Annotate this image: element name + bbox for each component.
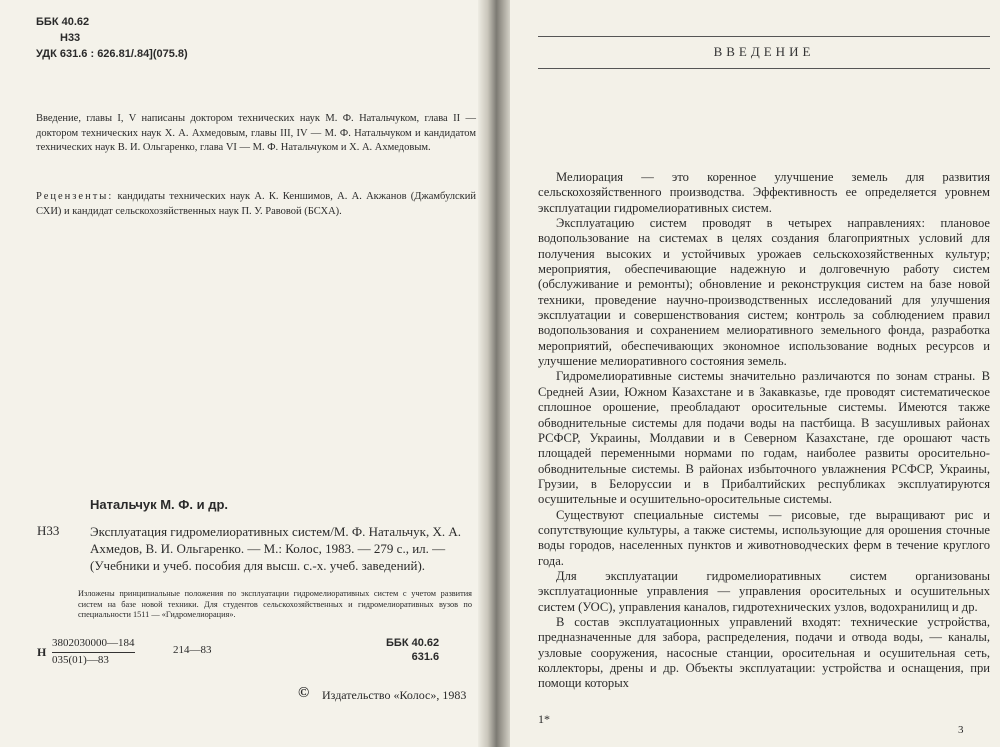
paragraph: Существуют специальные системы — рисовые, где выращивают рис и сопутствующие культуры, а также системы, использующие для орошения сточные воды городов, населенных пунктов и животноводческих ферм в течение круглого года.: [538, 507, 990, 568]
title-rule-bottom: [538, 68, 990, 69]
body-text: [538, 170, 990, 692]
copyright-text: Издательство «Колос», 1983: [322, 688, 467, 702]
title-rule-top: [538, 36, 990, 37]
udk-code: УДК 631.6 : 626.81/.84](075.8): [36, 48, 188, 60]
authors-note: Введение, главы I, V написаны доктором технических наук М. Ф. Натальчуком, глава II — доктором технических наук Х. А. Ахмедовым, главы III, IV — М. Ф. Натальчуком и кандидатом технических наук В. И. Ольгаренко, глава VI — М. Ф. Натальчуком и Х. А. Ахмедовым.: [36, 113, 476, 154]
paragraph: Эксплуатацию систем проводят в четырех направлениях: плановое водопользование на системах в целях создания благоприятных условий для получения высоких и устойчивых урожаев сельскохозяйственных культур; мероприятия, обеспечивающие надежную и долговечную работу систем (обслуживание и ремонты); обновление и реконструкция систем на базе новой техники, проведение научно-производственных исследований для улучшения эксплуатации и совершенствования систем; контроль за соблюдением правил водопользования и сохранением мелиоративного земельного фонда, разработка мероприятий, обеспечивающих экономное использование водных ресурсов и улучшение мелиоративного состояния земель.: [538, 216, 990, 369]
paragraph: В состав эксплуатационных управлений входят: технические устройства, предназначенные для забора, распределения, подачи и отвода воды, — каналы, узловые сооружения, насосные станции, оросительная и осушительная сеть, коллекторы, дрены и др. Объекты эксплуатации: устройства и оснащения, при помощи которых: [538, 614, 990, 691]
paragraph: Мелиорация — это коренное улучшение земель для развития сельскохозяйственного производства. Эффективность ее определяется уровнем эксплуатации гидромелиоративных систем.: [538, 170, 990, 215]
bbk-bottom-udk: 631.6: [411, 651, 440, 663]
index-code: Н33: [60, 32, 81, 44]
signature-mark: 1*: [538, 712, 550, 726]
copyright-icon: ©: [298, 685, 310, 701]
catalog-author: Натальчук М. Ф. и др.: [90, 497, 228, 512]
isbn-fraction: [52, 636, 135, 668]
right-page: [510, 0, 1000, 747]
bbk-bottom: [386, 636, 439, 664]
catalog-index: Н33: [37, 523, 60, 538]
reviewers-text: кандидаты технических наук А. К. Кеншимов, А. А. Акжанов (Джамбулский СХИ) и кандидат сельскохозяйственных наук П. У. Равовой (БСХА).: [36, 191, 476, 217]
bibliographic-codes: [36, 14, 188, 62]
isbn-letter: Н: [37, 645, 47, 659]
page-number: 3: [958, 724, 964, 736]
catalog-description: Эксплуатация гидромелиоративных систем/М. Ф. Натальчук, Х. А. Ахмедов, В. И. Ольгаренко. — М.: Колос, 1983. — 279 с., ил. — (Учебники и учеб. пособия для высш. с.-х. учеб. заведений).: [90, 524, 462, 574]
paragraph: Гидромелиоративные системы значительно различаются по зонам страны. В Средней Азии, Южном Казахстане и в Закавказье, где проводят систематическое сплошное орошение, преобладают оросительные системы. Имеются также обводнительные системы для подачи воды на пастбища. В засушливых районах РСФСР, Украины, Молдавии и в Северном Казахстане, где орошают часть площадей переменными нормами по годам, наиболее развиты оросительно-обводнительные системы. В районах избыточного увлажнения РСФСР, Украины, Грузии, в Белоруссии и в Прибалтийских республиках эксплуатируются осушительные и осушительно-оросительные системы.: [538, 369, 990, 507]
reviewers-label: Рецензенты:: [36, 191, 114, 202]
reviewers-note: [36, 190, 476, 219]
bbk-code: ББК 40.62: [36, 16, 90, 28]
isbn-numerator: 3802030000—184: [52, 636, 135, 653]
isbn-pages: 214—83: [173, 644, 212, 656]
paragraph: Для эксплуатации гидромелиоративных систем организованы эксплуатационные управления — управления оросительных и осушительных систем (УОС), управления каналов, гидротехнических узлов, водохранилищ и др.: [538, 568, 990, 614]
left-page: [0, 0, 490, 747]
chapter-title: ВВЕДЕНИЕ: [713, 44, 815, 59]
annotation: Изложены принципиальные положения по эксплуатации гидромелиоративных систем с учетом развития систем на базе новой техники. Для студентов сельскохозяйственных и гидромелиоративных вузов по специальности 1511 — «Гидромелиорация».: [78, 589, 472, 620]
isbn-denominator: 035(01)—83: [52, 654, 109, 666]
bbk-bottom-code: ББК 40.62: [386, 637, 440, 649]
